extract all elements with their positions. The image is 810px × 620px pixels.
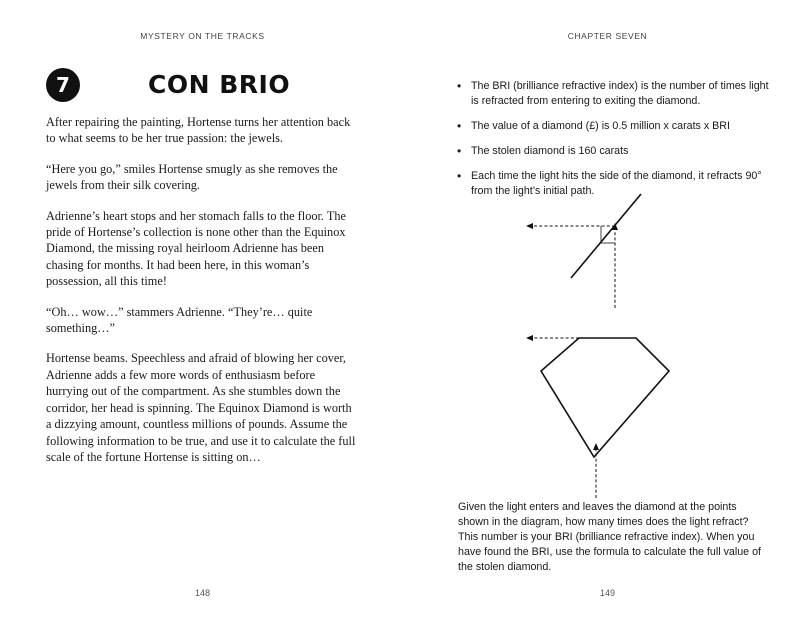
right-page (405, 0, 810, 620)
example-refraction-diagram (527, 194, 641, 308)
bullet-text: Each time the light hits the side of the diamond, it refracts 90° from the light’s initial path. (471, 170, 762, 197)
body-text (46, 114, 358, 479)
diamond-diagram (527, 338, 669, 498)
page-number-left: 148 (194, 588, 211, 598)
running-head-left: MYSTERY ON THE TRACKS (140, 31, 265, 41)
puzzle-question: Given the light enters and leaves the diamond at the points shown in the diagram, how many times does the light refract? This number is your BRI (brilliance refractive index). When you have found the BRI, use the formula to calculate the full value of the stolen diamond. (458, 501, 761, 573)
bullet-text: The BRI (brilliance refractive index) is the number of times light is refracted from entering to exiting the diamond. (471, 80, 769, 107)
bullet-dot-icon: • (457, 119, 462, 133)
bullet-text: The value of a diamond (£) is 0.5 million x carats x BRI (471, 120, 730, 132)
bullet-dot-icon: • (457, 144, 462, 158)
paragraph: “Oh… wow…” stammers Adrienne. “They’re… quite something…” (46, 304, 313, 336)
chapter-number-badge: 7 (46, 68, 80, 102)
mirror-surface-line (571, 194, 641, 278)
paragraph: After repairing the painting, Hortense turns her attention back to what seems to be her true passion: the jewels. (46, 115, 351, 146)
bullet-dot-icon: • (457, 79, 462, 93)
bullet-dot-icon: • (457, 169, 462, 183)
paragraph: “Here you go,” smiles Hortense smugly as she removes the jewels from their silk covering. (46, 161, 338, 193)
running-head-right: CHAPTER SEVEN (567, 31, 648, 41)
paragraph: Adrienne’s heart stops and her stomach falls to the floor. The pride of Hortense’s collection is none other than the Equinox Diamond, the missing royal heirloom Adrienne has been chasing for months. It had been here, in this woman’s possession, all this time! (46, 208, 346, 289)
bullet-text: The stolen diamond is 160 carats (471, 145, 629, 157)
diamond-outline (541, 338, 669, 457)
paragraph: Hortense beams. Speechless and afraid of blowing her cover, Adrienne adds a few more words of enthusiasm before hurrying out of the compartment. As she stumbles down the corridor, her head is spinning. The Equinox Diamond is worth a dizzying amount, countless millions of pounds. Assume the following information to be true, and use it to calculate the full scale of the fortune Hortense is sitting on… (46, 351, 356, 464)
chapter-title: CON BRIO (148, 70, 291, 99)
page-number-right: 149 (599, 588, 616, 598)
